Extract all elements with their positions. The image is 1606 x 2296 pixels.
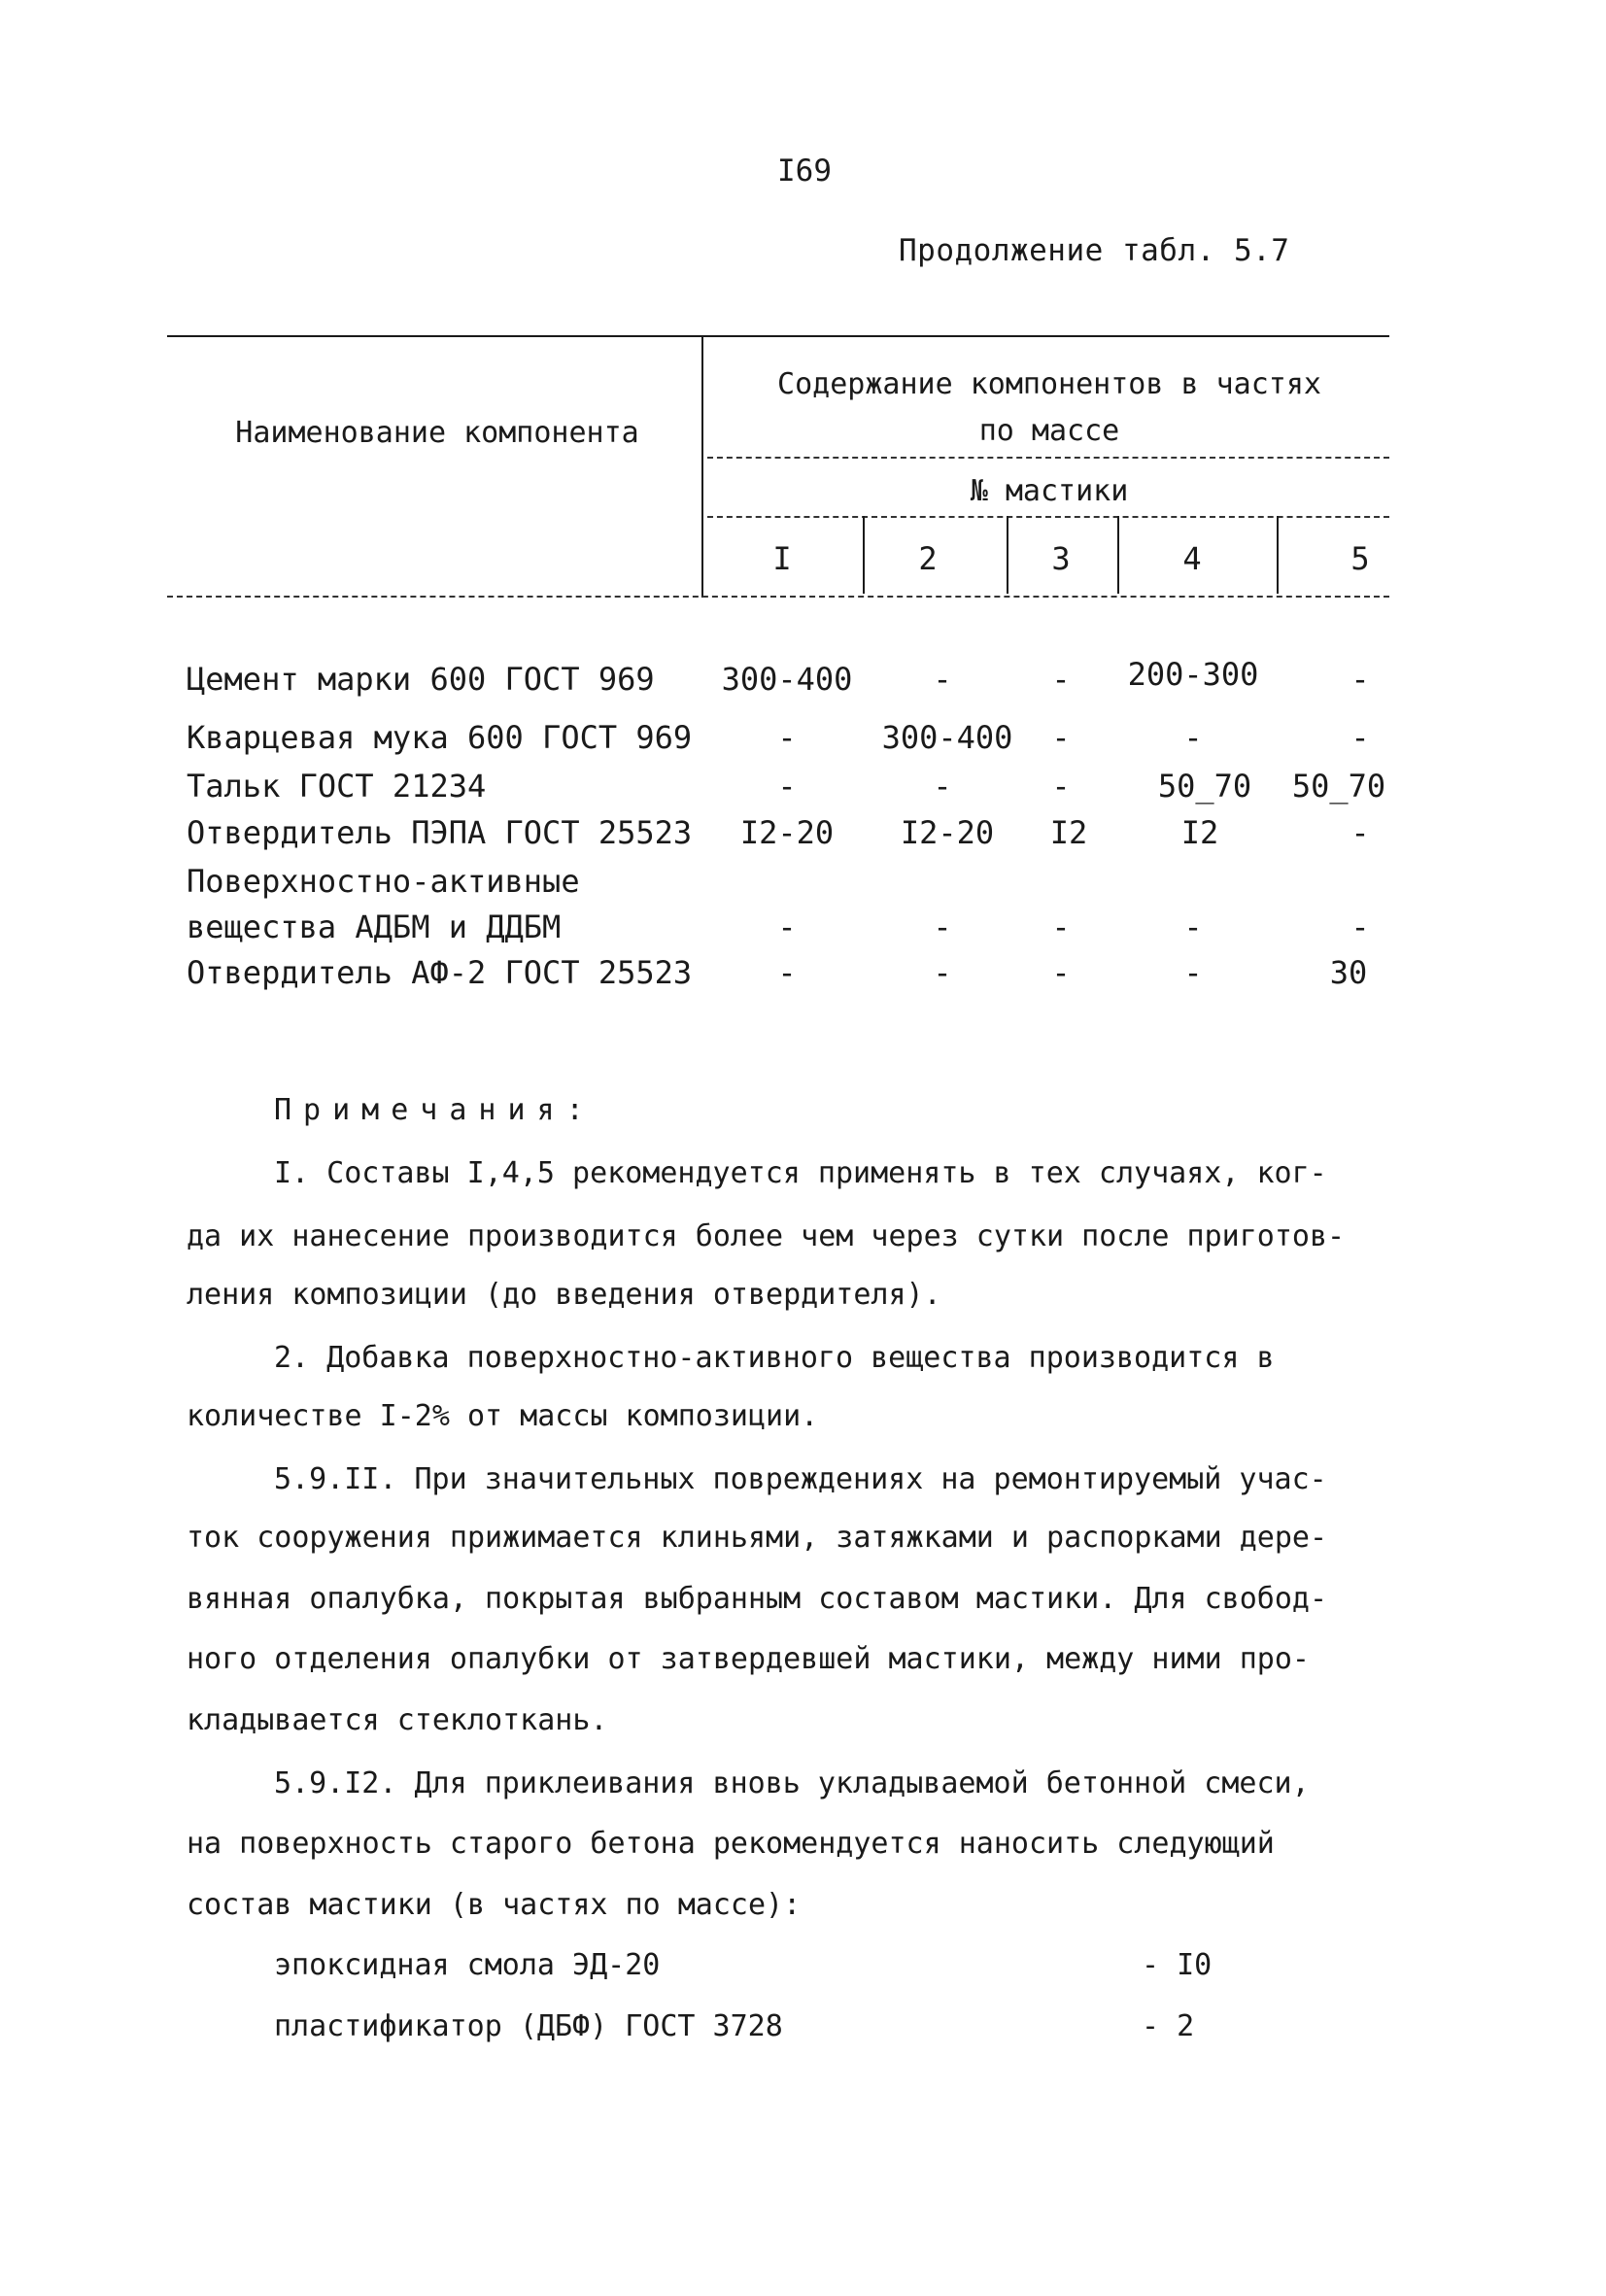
table-col-divider bbox=[701, 335, 703, 598]
value-cell: - bbox=[933, 908, 952, 945]
note-line: количестве I-2% от массы композиции. bbox=[187, 1399, 819, 1433]
component-name: Кварцевая мука 600 ГОСТ 969 bbox=[187, 719, 693, 756]
composition-name: пластификатор (ДБФ) ГОСТ 3728 bbox=[274, 2009, 783, 2043]
value-cell: 300-400 bbox=[881, 719, 1013, 756]
component-name: вещества АДБМ и ДДБМ bbox=[187, 908, 562, 945]
paragraph-line: на поверхность старого бетона рекомендуется наносить следующий bbox=[187, 1827, 1275, 1861]
table-top-rule bbox=[167, 335, 1389, 337]
paragraph-line: кладывается стеклоткань. bbox=[187, 1703, 608, 1737]
paragraph-line: 5.9.II. При значительных повреждениях на ремонтируемый учас- bbox=[274, 1462, 1327, 1496]
value-cell: 30 bbox=[1329, 954, 1368, 991]
mastic-number: 3 bbox=[1051, 540, 1071, 577]
page-number: I69 bbox=[777, 154, 832, 188]
table-header-bottom-rule bbox=[167, 596, 1389, 598]
value-cell: - bbox=[777, 768, 797, 805]
composition-value: - I0 bbox=[1142, 1948, 1213, 1982]
value-cell: - bbox=[1051, 719, 1071, 756]
value-cell: - bbox=[933, 661, 952, 698]
component-name: Поверхностно-активные bbox=[187, 863, 580, 900]
table-col-divider bbox=[1277, 516, 1279, 594]
value-cell: - bbox=[1051, 768, 1071, 805]
note-line: 2. Добавка поверхностно-активного вещества производится в bbox=[274, 1341, 1275, 1375]
col-name-header: Наименование компонента bbox=[235, 416, 639, 450]
note-line: ления композиции (до введения отвердителя). bbox=[187, 1278, 941, 1312]
composition-name: эпоксидная смола ЭД-20 bbox=[274, 1948, 661, 1982]
value-cell: - bbox=[777, 954, 797, 991]
component-name: Тальк ГОСТ 21234 bbox=[187, 768, 487, 805]
mastic-number: 2 bbox=[918, 540, 938, 577]
value-cell: 300-400 bbox=[721, 661, 853, 698]
note-line: да их нанесение производится более чем через сутки после приготов- bbox=[187, 1219, 1346, 1253]
component-name: Отвердитель ПЭПА ГОСТ 25523 bbox=[187, 814, 693, 851]
component-name: Цемент марки 600 ГОСТ 969 bbox=[187, 661, 655, 698]
paragraph-line: состав мастики (в частях по массе): bbox=[187, 1888, 802, 1922]
notes-title: Примечания: bbox=[274, 1093, 596, 1127]
note-line: I. Составы I,4,5 рекомендуется применять в тех случаях, ког- bbox=[274, 1156, 1327, 1190]
value-cell: - bbox=[1350, 661, 1370, 698]
table-mastic-rule bbox=[707, 516, 1389, 518]
value-cell: I2 bbox=[1180, 814, 1219, 851]
value-cell: - bbox=[1051, 908, 1071, 945]
mastic-header: № мастики bbox=[970, 474, 1129, 508]
value-cell: - bbox=[1183, 908, 1203, 945]
value-cell: 50_70 bbox=[1291, 768, 1386, 805]
value-cell: - bbox=[933, 954, 952, 991]
paragraph-line: 5.9.I2. Для приклеивания вновь укладываемой бетонной смеси, bbox=[274, 1766, 1310, 1800]
value-cell: - bbox=[1183, 719, 1203, 756]
value-cell: 50_70 bbox=[1157, 768, 1252, 805]
table-continuation-label: Продолжение табл. 5.7 bbox=[899, 233, 1290, 268]
paragraph-line: ток сооружения прижимается клиньями, затяжками и распорками дере- bbox=[187, 1521, 1327, 1555]
content-header-sub: по массе bbox=[978, 414, 1120, 448]
value-cell: - bbox=[777, 908, 797, 945]
mastic-number: 5 bbox=[1350, 540, 1370, 577]
component-name: Отвердитель АФ-2 ГОСТ 25523 bbox=[187, 954, 693, 991]
value-cell: I2-20 bbox=[900, 814, 995, 851]
value-cell: - bbox=[777, 719, 797, 756]
table-subheader-rule bbox=[707, 457, 1389, 459]
value-cell: I2-20 bbox=[739, 814, 835, 851]
value-cell: - bbox=[1051, 954, 1071, 991]
paragraph-line: вянная опалубка, покрытая выбранным составом мастики. Для свобод- bbox=[187, 1582, 1327, 1616]
mastic-number: 4 bbox=[1182, 540, 1202, 577]
value-cell: - bbox=[933, 768, 952, 805]
composition-value: - 2 bbox=[1142, 2009, 1195, 2043]
value-cell: - bbox=[1350, 908, 1370, 945]
paragraph-line: ного отделения опалубки от затвердевшей мастики, между ними про- bbox=[187, 1642, 1310, 1676]
value-cell: I2 bbox=[1049, 814, 1088, 851]
mastic-number: I bbox=[772, 540, 792, 577]
value-cell: - bbox=[1051, 661, 1071, 698]
value-cell: - bbox=[1183, 954, 1203, 991]
value-cell: - bbox=[1350, 719, 1370, 756]
value-cell: - bbox=[1350, 814, 1370, 851]
content-header: Содержание компонентов в частях bbox=[777, 367, 1321, 401]
value-cell: 200-300 bbox=[1127, 656, 1259, 693]
